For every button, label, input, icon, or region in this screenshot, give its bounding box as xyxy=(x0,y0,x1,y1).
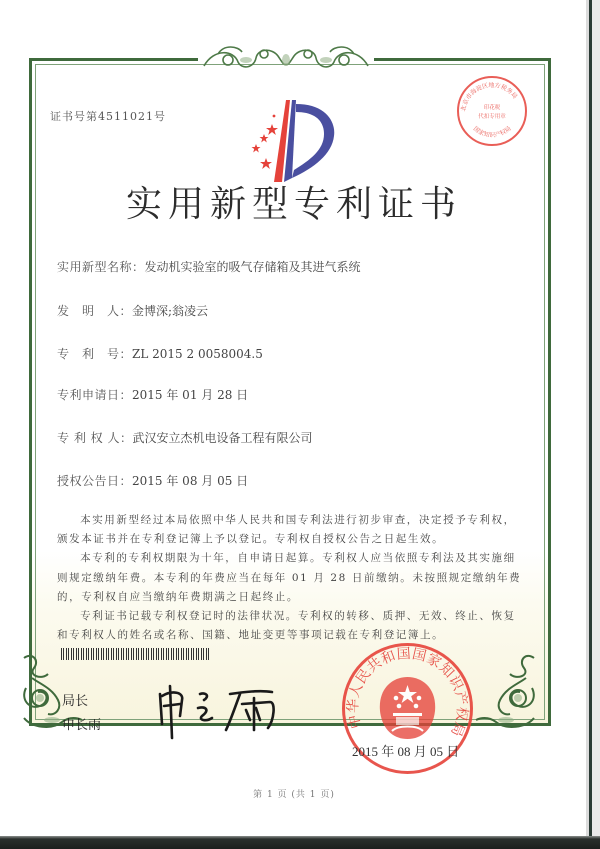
director-title: 局长 xyxy=(62,694,89,709)
svg-text:北京市海淀区地方税务局: 北京市海淀区地方税务局 xyxy=(460,81,519,112)
certificate-title: 实用新型专利证书 xyxy=(125,184,462,225)
seal-date: 2015 年 08 月 05 日 xyxy=(352,744,460,759)
body-paragraph: 专利证书记载专利权登记时的法律状况。专利权的转移、质押、无效、终止、恢复和专利权人的姓名或名称、国籍、地址变更等事项记载在专利登记簿上。 xyxy=(57,610,516,642)
field-value: 金博深;翁凌云 xyxy=(132,304,209,318)
field-label: 专 利 号： xyxy=(57,347,133,361)
field-value: ZL 2015 2 0058004.5 xyxy=(132,347,263,361)
body-paragraph: 本实用新型经过本局依照中华人民共和国专利法进行初步审查，决定授予专利权，颁发本证书并在专利登记簿上予以登记。专利权自授权公告之日起生效。 xyxy=(57,514,516,546)
field-label: 专利申请日： xyxy=(57,388,133,402)
patent-office-logo-icon xyxy=(244,98,336,186)
certificate-number: 证书号第4511021号 xyxy=(50,110,166,123)
barcode xyxy=(61,648,211,660)
field-filing-date xyxy=(57,386,248,403)
tax-stamp-line2: 代扣专用章 xyxy=(478,114,506,120)
svg-text:国家知识产权局: 国家知识产权局 xyxy=(471,125,513,139)
field-label: 实用新型名称： xyxy=(57,260,145,274)
field-value: 发动机实验室的吸气存储箱及其进气系统 xyxy=(144,260,361,274)
scan-edge-right xyxy=(586,0,600,849)
scan-edge-bottom xyxy=(0,836,600,849)
director-signature xyxy=(150,680,290,740)
field-patentee xyxy=(57,429,312,446)
field-value: 2015 年 08 月 05 日 xyxy=(132,474,249,488)
national-emblem-icon xyxy=(380,677,435,739)
field-grant-date xyxy=(57,472,248,489)
body-paragraph: 本专利的专利权期限为十年，自申请日起算。专利权人应当依照专利法及其实施细则规定缴纳年费。本专利的年费应当在每年 01 月 28 日前缴纳。未按照规定缴纳年费的，专利权自应当缴纳年费期满之日起终止。 xyxy=(57,552,522,603)
field-value: 2015 年 01 月 28 日 xyxy=(132,388,249,402)
field-patent-number xyxy=(57,345,263,362)
field-value: 武汉安立杰机电设备工程有限公司 xyxy=(132,431,313,445)
tax-stamp-line1: 印花税 xyxy=(483,105,501,111)
top-ornament-icon xyxy=(198,40,374,76)
corner-ornament-icon xyxy=(474,648,540,738)
director-name: 申长雨 xyxy=(62,718,102,733)
field-label: 发 明 人： xyxy=(57,304,133,318)
field-label: 授权公告日： xyxy=(57,474,133,488)
page-indicator: 第 1 页 (共 1 页) xyxy=(253,790,335,800)
seal-outer-text: 中华人民共和国国家知识产权局 xyxy=(345,645,470,739)
field-label: 专 利 权 人： xyxy=(57,431,133,445)
field-inventors xyxy=(57,302,208,319)
certificate-body xyxy=(57,511,527,645)
tax-stamp-seal xyxy=(455,74,529,148)
field-utility-model-name xyxy=(57,258,361,275)
